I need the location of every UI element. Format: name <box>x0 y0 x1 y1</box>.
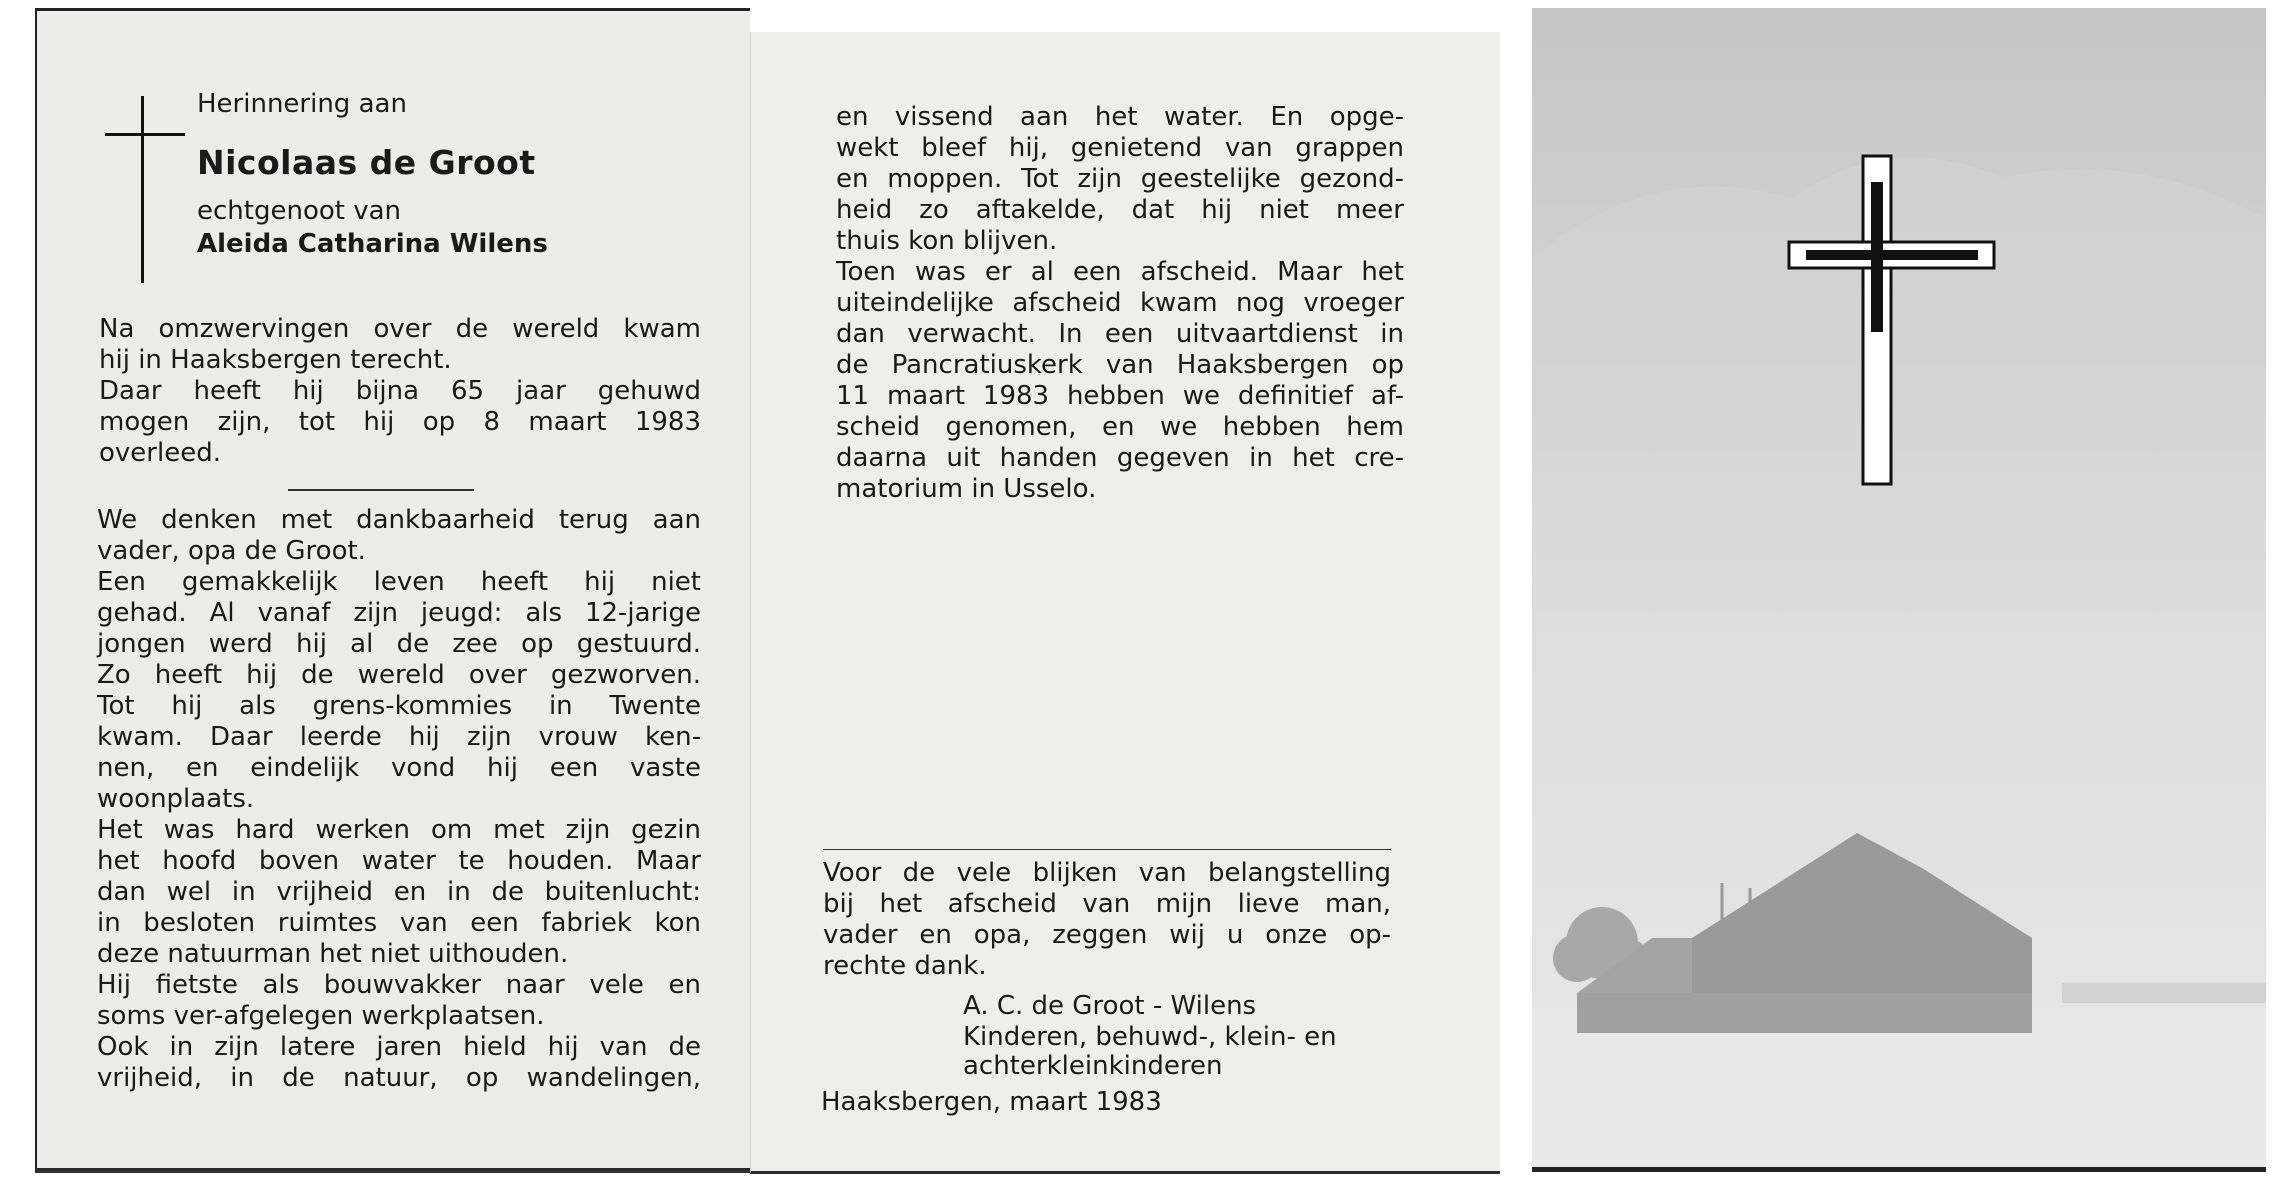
cross-icon-bar <box>105 133 185 136</box>
text-line: vrijheid, in de natuur, op wandelingen, <box>97 1063 701 1093</box>
text-line: deze natuurman het niet uithouden. <box>97 939 569 969</box>
card-right-page <box>750 32 1500 1174</box>
text-line: heid zo aftakelde, dat hij niet meer <box>836 195 1404 225</box>
text-line: Het was hard werken om met zijn gezin <box>97 815 701 845</box>
text-line: en vissend aan het water. En opge- <box>836 102 1404 132</box>
text-line: de Pancratiuskerk van Haaksbergen op <box>836 350 1404 380</box>
text-line: vader en opa, zeggen wij u onze op- <box>823 920 1391 950</box>
thanks-paragraph <box>823 858 1391 982</box>
text-line: We denken met dankbaarheid terug aan <box>97 505 701 535</box>
text-line: Toen was er al een afscheid. Maar het <box>836 257 1404 287</box>
text-line: wekt bleef hij, genietend van grappen <box>836 133 1404 163</box>
text-line: dan wel in vrijheid en in de buitenlucht: <box>97 877 701 907</box>
place-date: Haaksbergen, maart 1983 <box>821 1087 1162 1117</box>
text-line: Voor de vele blijken van belangstelling <box>823 858 1391 888</box>
spouse-name: Aleida Catharina Wilens <box>197 229 548 259</box>
signature-descendants: achterkleinkinderen <box>963 1051 1223 1081</box>
text-line: 11 maart 1983 hebben we definitief af- <box>836 381 1404 411</box>
cross-icon <box>1784 150 2000 490</box>
cross-icon <box>141 96 144 283</box>
text-line: in besloten ruimtes van een fabriek kon <box>97 908 701 938</box>
text-line: rechte dank. <box>823 951 987 981</box>
text-line: jongen werd hij al de zee op gestuurd. <box>97 629 701 659</box>
text-line: overleed. <box>99 438 221 468</box>
spouse-intro: echtgenoot van <box>197 196 402 226</box>
intro-paragraph <box>99 314 701 469</box>
text-line: gehad. Al vanaf zijn jeugd: als 12-jarige <box>97 598 701 628</box>
text-line: Hij fietste als bouwvakker naar vele en <box>97 970 701 1000</box>
text-line: mogen zijn, tot hij op 8 maart 1983 <box>99 407 701 437</box>
thanks-divider <box>823 849 1391 850</box>
text-line: Na omzwervingen over de wereld kwam <box>99 314 701 344</box>
text-line: vader, opa de Groot. <box>97 536 366 566</box>
remembrance-label: Herinnering aan <box>197 89 407 119</box>
text-line: scheid genomen, en we hebben hem <box>836 412 1404 442</box>
text-line: Een gemakkelijk leven heeft hij niet <box>97 567 701 597</box>
text-line: kwam. Daar leerde hij zijn vrouw ken- <box>97 722 701 752</box>
text-line: nen, en eindelijk vond hij een vaste <box>97 753 701 783</box>
signature-family: Kinderen, behuwd-, klein- en <box>963 1022 1337 1052</box>
text-line: Zo heeft hij de wereld over gezworven. <box>97 660 701 690</box>
text-line: soms ver-afgelegen werkplaatsen. <box>97 1001 545 1031</box>
continued-paragraph <box>836 102 1404 505</box>
text-line: en moppen. Tot zijn geestelijke gezond- <box>836 164 1404 194</box>
card-left-page <box>35 8 750 1171</box>
card-front-photo <box>1532 8 2266 1172</box>
text-line: Tot hij als grens-kommies in Twente <box>97 691 701 721</box>
text-line: het hoofd boven water te houden. Maar <box>97 846 701 876</box>
text-line: dan verwacht. In een uitvaartdienst in <box>836 319 1404 349</box>
text-line: woonplaats. <box>97 784 255 814</box>
text-line: hij in Haaksbergen terecht. <box>99 345 452 375</box>
text-line: Daar heeft hij bijna 65 jaar gehuwd <box>99 376 701 406</box>
text-line: thuis kon blijven. <box>836 226 1058 256</box>
text-line: daarna uit handen gegeven in het cre- <box>836 443 1404 473</box>
section-divider <box>288 489 474 491</box>
text-line: uiteindelijke afscheid kwam nog vroeger <box>836 288 1404 318</box>
text-line: Ook in zijn latere jaren hield hij van de <box>97 1032 701 1062</box>
text-line: bij het afscheid van mijn lieve man, <box>823 889 1391 919</box>
text-line: matorium in Usselo. <box>836 474 1097 504</box>
memory-paragraph <box>97 505 701 1094</box>
signature-name: A. C. de Groot - Wilens <box>963 991 1257 1021</box>
deceased-name: Nicolaas de Groot <box>197 143 536 182</box>
